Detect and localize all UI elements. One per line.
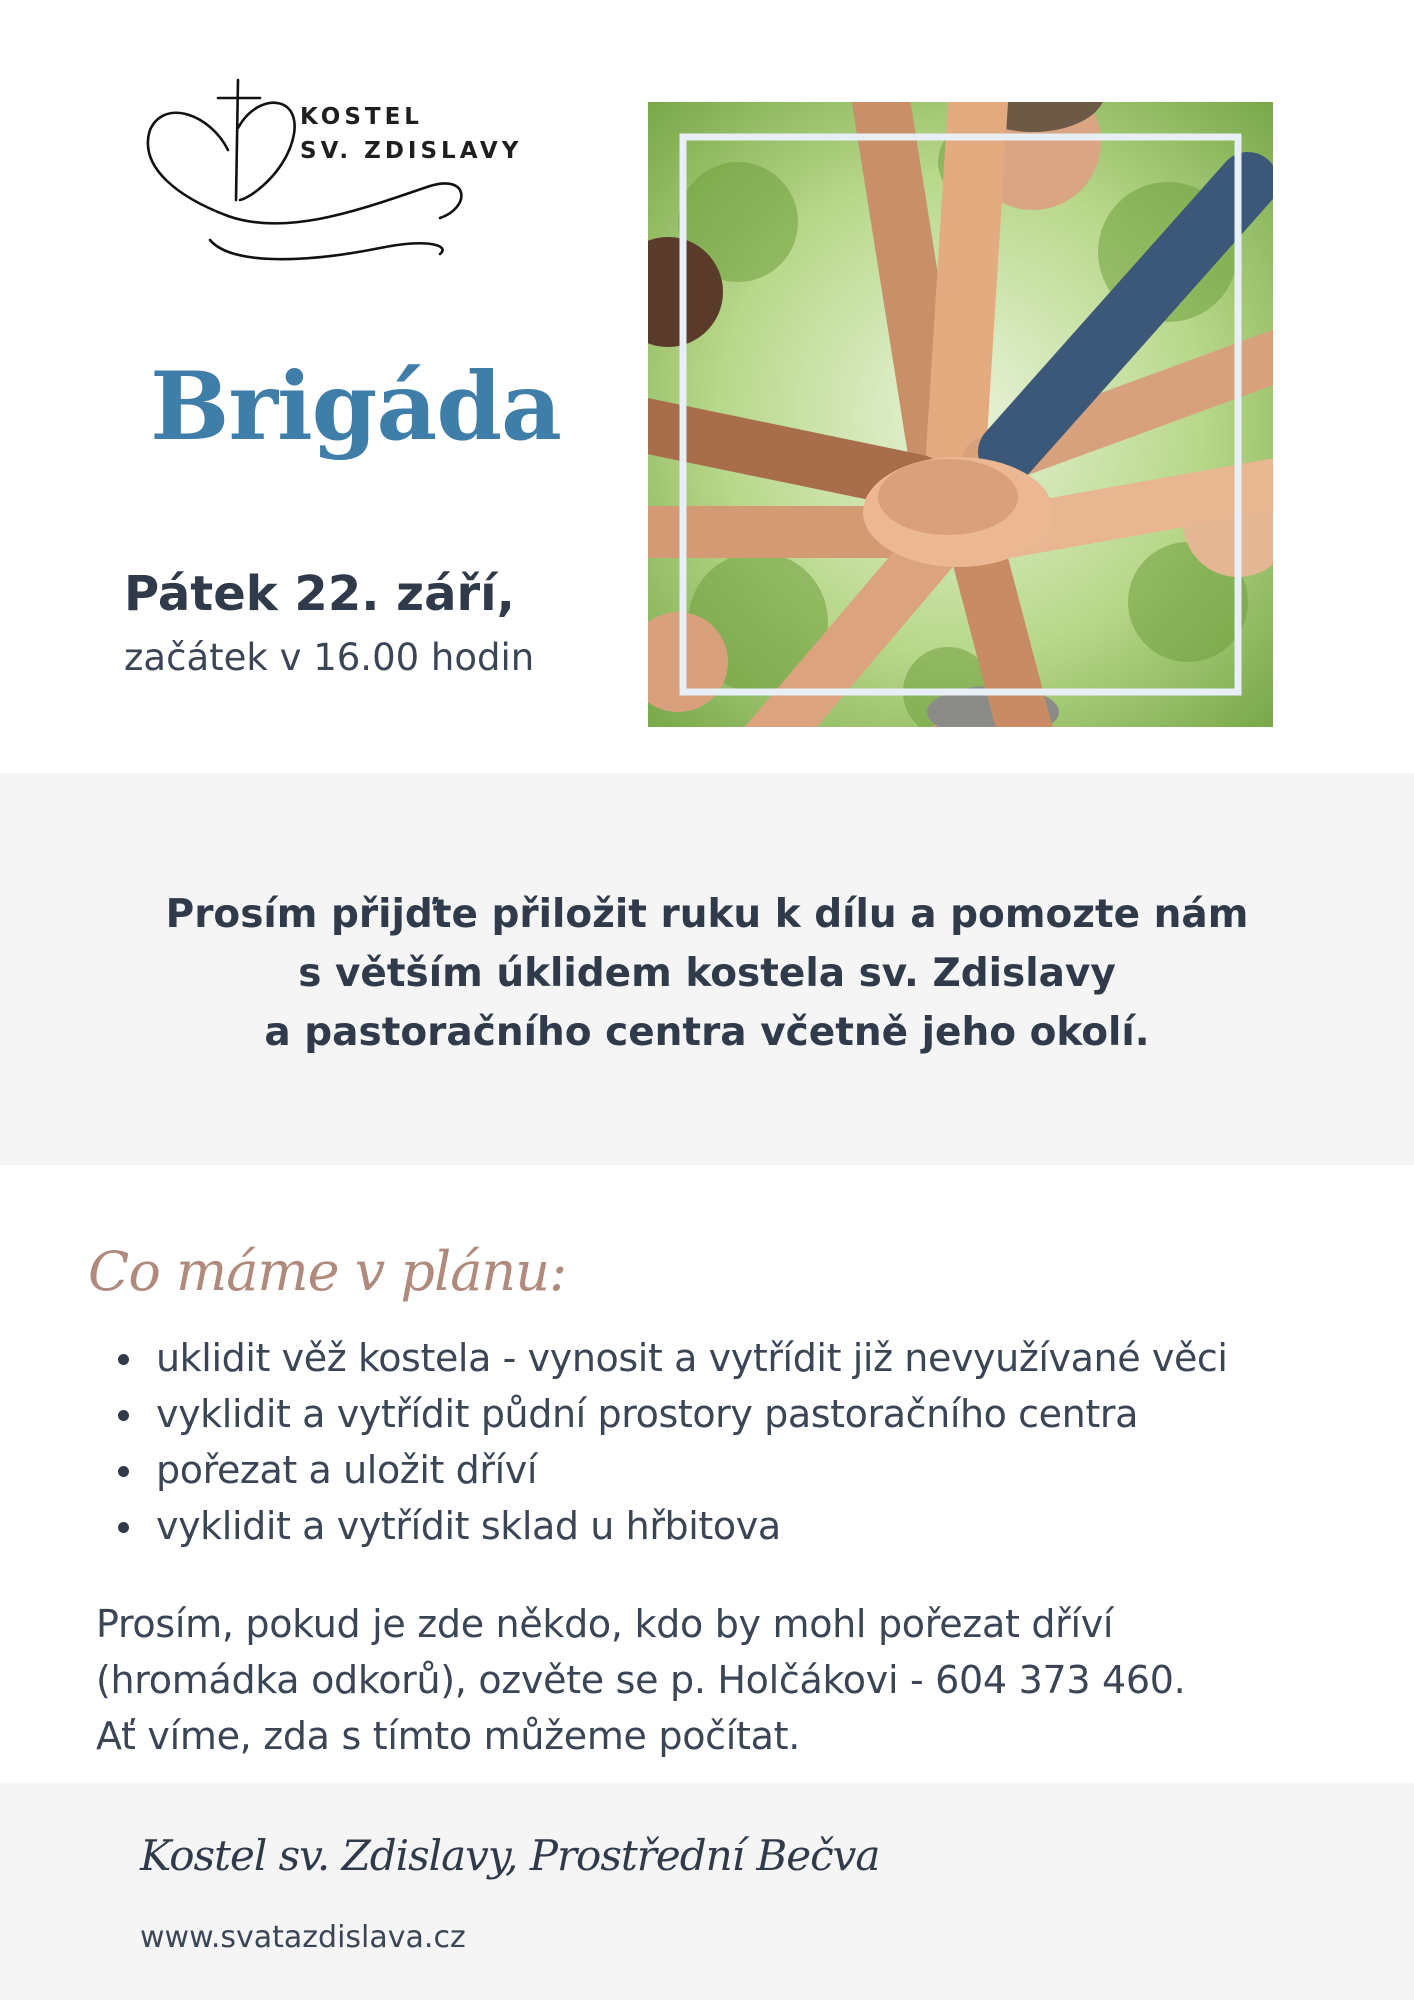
website-link[interactable]: www.svatazdislava.cz xyxy=(140,1920,466,1955)
stacked-hands-photo xyxy=(648,102,1273,727)
invitation-text xyxy=(0,885,1414,1062)
logo-line-1: KOSTEL xyxy=(300,104,423,130)
note-line-1: Prosím, pokud je zde někdo, kdo by mohl pořezat dříví xyxy=(96,1602,1114,1646)
footer-church-name: Kostel sv. Zdislavy, Prostřední Bečva xyxy=(140,1831,880,1880)
footer xyxy=(0,1783,1414,2000)
list-item: vyklidit a vytřídit půdní prostory pastoračního centra xyxy=(110,1386,1228,1442)
invitation-band xyxy=(0,773,1414,1165)
contact-note xyxy=(96,1596,1185,1764)
event-date: Pátek 22. září, xyxy=(124,566,515,622)
note-line-2: (hromádka odkorů), ozvěte se p. Holčákovi - 604 373 460. xyxy=(96,1658,1186,1702)
list-item: pořezat a uložit dříví xyxy=(110,1442,1228,1498)
list-item: uklidit věž kostela - vynosit a vytřídit již nevyužívané věci xyxy=(110,1330,1228,1386)
invitation-line-2: s větším úklidem kostela sv. Zdislavy xyxy=(298,951,1116,996)
plan-list xyxy=(110,1330,1228,1554)
event-time: začátek v 16.00 hodin xyxy=(124,636,535,679)
church-logo xyxy=(140,78,540,278)
plan-heading: Co máme v plánu: xyxy=(88,1240,567,1303)
list-item: vyklidit a vytřídit sklad u hřbitova xyxy=(110,1498,1228,1554)
invitation-line-1: Prosím přijďte přiložit ruku k dílu a pomozte nám xyxy=(165,892,1249,937)
note-line-3: Ať víme, zda s tímto můžeme počítat. xyxy=(96,1714,801,1758)
logo-line-2: SV. ZDISLAVY xyxy=(300,138,523,164)
invitation-line-3: a pastoračního centra včetně jeho okolí. xyxy=(264,1010,1150,1055)
page-title: Brigáda xyxy=(150,352,561,462)
